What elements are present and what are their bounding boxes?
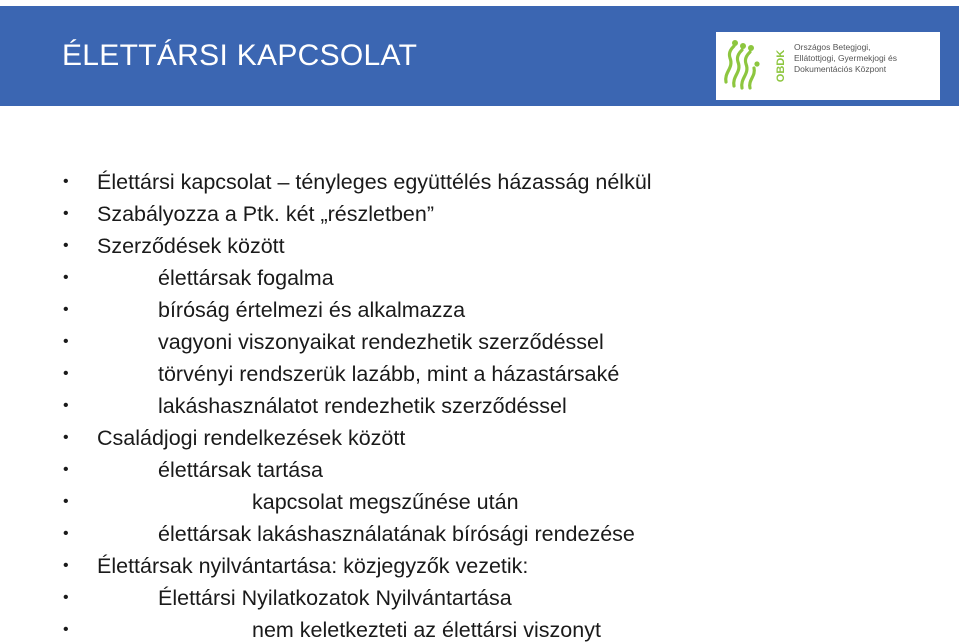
bullet-dot-icon: • [63, 589, 69, 606]
bullet-text: élettársak fogalma [158, 266, 334, 290]
logo-text [794, 42, 897, 75]
obdk-logo [716, 32, 940, 100]
bullet-dot-icon: • [63, 269, 69, 286]
bullet-text: lakáshasználatot rendezhetik szerződéssel [158, 394, 567, 418]
bullet-text: kapcsolat megszűnése után [252, 490, 519, 514]
bullet-text: élettársak lakáshasználatának bírósági rendezése [158, 522, 635, 546]
logo-acronym [774, 38, 788, 94]
bullet-text: élettársak tartása [158, 458, 323, 482]
logo-line-3: Dokumentációs Központ [794, 64, 887, 74]
slide-title: ÉLETTÁRSI KAPCSOLAT [62, 39, 418, 72]
bullet-text: bíróság értelmezi és alkalmazza [158, 298, 466, 322]
bullet-text: Szabályozza a Ptk. két „részletben” [97, 202, 434, 226]
bullet-text: Családjogi rendelkezések között [97, 426, 406, 450]
bullet-dot-icon: • [63, 333, 69, 350]
bullet-text: Élettársak nyilvántartása: közjegyzők vezetik: [97, 554, 529, 578]
bullet-dot-icon: • [63, 365, 69, 382]
bullet-dot-icon: • [63, 557, 69, 574]
header-band [0, 6, 959, 106]
bullet-dot-icon: • [63, 621, 69, 638]
bullet-text: Élettársi kapcsolat – tényleges együttélés házasság nélkül [97, 170, 652, 194]
logo-line-1: Országos Betegjogi, [794, 42, 871, 52]
bullet-dot-icon: • [63, 237, 69, 254]
svg-text:OBDK: OBDK [774, 49, 787, 83]
logo-line-2: Ellátottjogi, Gyermekjogi és [794, 53, 897, 63]
bullet-dot-icon: • [63, 301, 69, 318]
bullet-dot-icon: • [63, 461, 69, 478]
bullet-text: törvényi rendszerük lazább, mint a házastársaké [158, 362, 620, 386]
bullet-dot-icon: • [63, 493, 69, 510]
bullet-text: Élettársi Nyilatkozatok Nyilvántartása [158, 586, 512, 610]
bullet-dot-icon: • [63, 173, 69, 190]
bullet-dot-icon: • [63, 205, 69, 222]
bullet-dot-icon: • [63, 397, 69, 414]
logo-figures-icon [722, 38, 770, 92]
bullet-text: vagyoni viszonyaikat rendezhetik szerződéssel [158, 330, 604, 354]
bullet-dot-icon: • [63, 429, 69, 446]
bullet-text: Szerződések között [97, 234, 285, 258]
bullet-text: nem keletkezteti az élettársi viszonyt [252, 618, 601, 642]
bullet-dot-icon: • [63, 525, 69, 542]
